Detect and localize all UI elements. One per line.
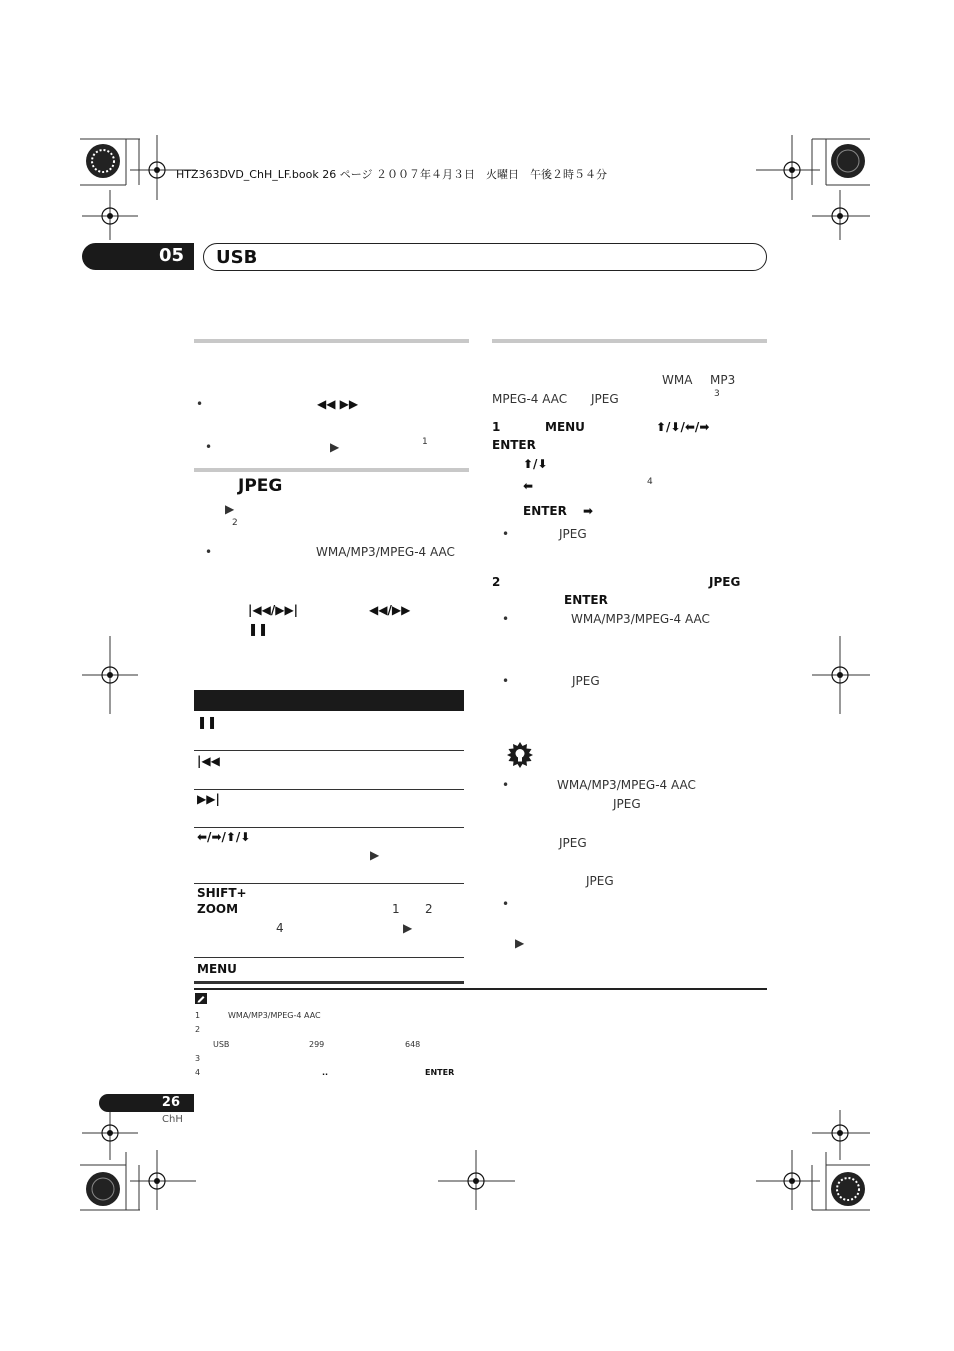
table-row-divider xyxy=(194,883,464,884)
footnote-number: 2 xyxy=(195,1025,201,1034)
format-jpeg: JPEG xyxy=(709,575,741,589)
page-number-badge xyxy=(99,1094,194,1112)
shift-key: SHIFT+ xyxy=(197,886,247,900)
play-icon: ▶ xyxy=(330,440,340,454)
zoom-level-1: 1 xyxy=(392,902,400,916)
format-jpeg: JPEG xyxy=(572,674,600,688)
section-title-jpeg: JPEG xyxy=(238,476,283,496)
tip-lightbulb-icon xyxy=(507,742,533,768)
step-1-number: 1 xyxy=(492,420,501,434)
format-jpeg: JPEG xyxy=(613,797,641,811)
scan-buttons: ◀◀ ▶▶ xyxy=(317,397,359,411)
footnote-number: 1 xyxy=(195,1011,201,1020)
note-ref: 3 xyxy=(714,389,720,399)
chapter-number-badge xyxy=(82,243,194,270)
footnote-text: 648 xyxy=(405,1040,421,1049)
footnote-text: .. xyxy=(322,1068,329,1077)
play-icon: ▶ xyxy=(370,848,380,862)
table-row-divider xyxy=(194,957,464,958)
arrow-keys: ⬅/➡/⬆/⬇ xyxy=(197,830,251,844)
format-aac: MPEG-4 AAC xyxy=(492,392,568,406)
section-rule-3 xyxy=(492,339,767,343)
note-ref: 4 xyxy=(647,477,653,487)
bullet: • xyxy=(502,527,510,541)
menu-key: MENU xyxy=(545,420,585,434)
format-list: WMA/MP3/MPEG-4 AAC xyxy=(571,612,710,626)
table-header xyxy=(194,690,464,711)
footnote-text: 299 xyxy=(309,1040,325,1049)
section-rule-2 xyxy=(194,468,469,472)
scan-buttons: ◀◀/▶▶ xyxy=(369,603,411,617)
enter-key: ENTER xyxy=(564,593,608,607)
format-jpeg: JPEG xyxy=(586,874,614,888)
bullet: • xyxy=(502,778,510,792)
bullet: • xyxy=(196,397,204,411)
format-list: WMA/MP3/MPEG-4 AAC xyxy=(316,545,455,559)
enter-key: ENTER xyxy=(492,438,536,452)
note-ref: 2 xyxy=(232,518,238,528)
bullet: • xyxy=(502,612,510,626)
up-down-keys: ⬆/⬇ xyxy=(523,457,548,471)
format-mp3: MP3 xyxy=(710,373,736,387)
format-wma: WMA xyxy=(662,373,693,387)
footnote-text: ENTER xyxy=(425,1068,455,1077)
zoom-level-2: 2 xyxy=(425,902,433,916)
note-ref: 1 xyxy=(422,437,428,447)
footnote-number: 4 xyxy=(195,1068,201,1077)
zoom-key: ZOOM xyxy=(197,902,239,916)
table-row-divider xyxy=(194,789,464,790)
bullet: • xyxy=(205,440,213,454)
footnote-text: WMA/MP3/MPEG-4 AAC xyxy=(228,1011,321,1020)
pause-icon: ❚❚ xyxy=(197,715,218,729)
table-row-divider xyxy=(194,827,464,828)
right-key: ➡ xyxy=(583,504,594,518)
zoom-level-4: 4 xyxy=(276,921,284,935)
note-pencil-icon xyxy=(195,993,207,1004)
next-icon: ▶▶| xyxy=(197,792,220,806)
format-list: WMA/MP3/MPEG-4 AAC xyxy=(557,778,696,792)
table-bottom-rule xyxy=(194,981,464,984)
footnote-text: USB xyxy=(213,1040,230,1049)
chapter-number: 05 xyxy=(158,245,184,266)
arrow-keys: ⬆/⬇/⬅/➡ xyxy=(656,420,710,434)
chapter-title-box xyxy=(203,243,767,271)
bullet: • xyxy=(502,674,510,688)
prev-icon: |◀◀ xyxy=(197,754,220,768)
play-icon: ▶ xyxy=(403,921,413,935)
pause-icon: ❚❚ xyxy=(248,622,269,636)
bullet: • xyxy=(205,545,213,559)
format-jpeg: JPEG xyxy=(559,527,587,541)
format-jpeg: JPEG xyxy=(591,392,619,406)
page-number: 26 xyxy=(161,1095,180,1110)
bullet: • xyxy=(502,897,510,911)
chapter-title: USB xyxy=(216,247,258,268)
play-icon: ▶ xyxy=(225,502,235,516)
table-row-divider xyxy=(194,750,464,751)
footnote-rule xyxy=(194,988,767,990)
left-key: ⬅ xyxy=(523,479,534,493)
format-jpeg: JPEG xyxy=(559,836,587,850)
play-icon: ▶ xyxy=(515,936,525,950)
menu-key: MENU xyxy=(197,962,237,976)
enter-key: ENTER xyxy=(523,504,567,518)
section-rule-1 xyxy=(194,339,469,343)
skip-buttons: |◀◀/▶▶| xyxy=(248,603,299,617)
page-lang: ChH xyxy=(162,1114,183,1125)
file-header: HTZ363DVD_ChH_LF.book 26 ページ ２００７年４月３日 火曜日 午後２時５４分 xyxy=(176,168,607,181)
step-2-number: 2 xyxy=(492,575,501,589)
footnote-number: 3 xyxy=(195,1054,201,1063)
